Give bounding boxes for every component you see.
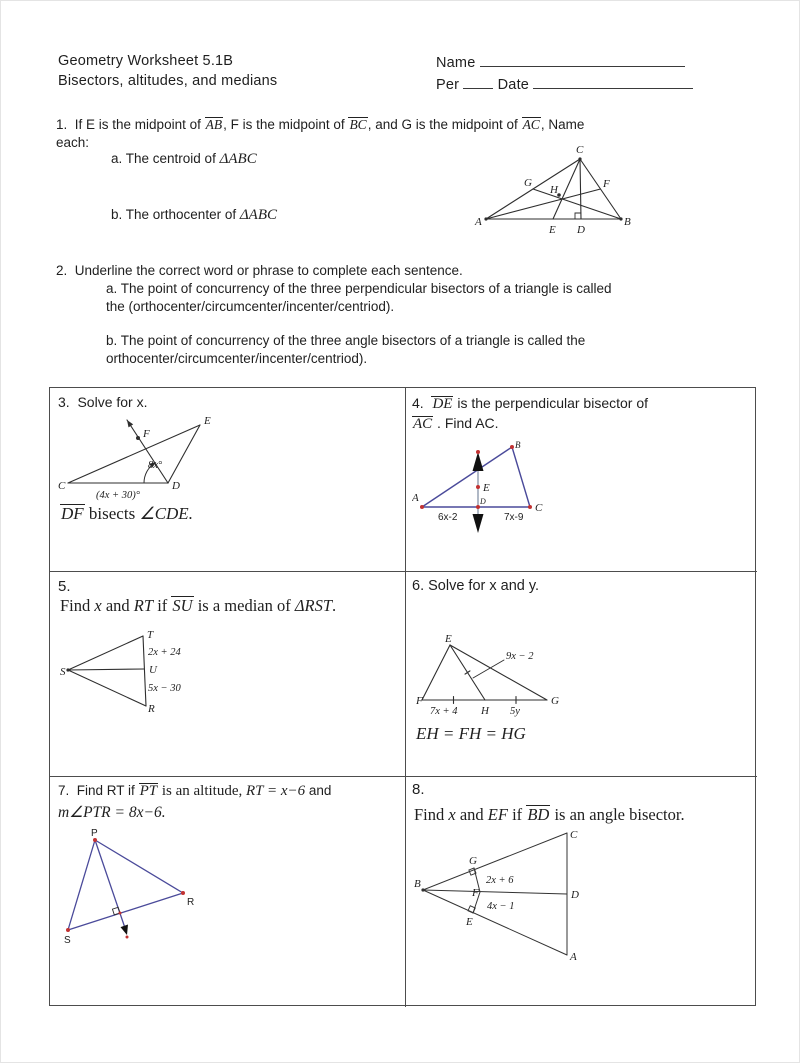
q3-ray-DF: DF <box>61 504 84 523</box>
q8-point-B <box>421 888 424 891</box>
q4-down-arrowhead <box>473 514 484 533</box>
q2b-line2: orthocenter/circumcenter/incenter/centriod). <box>106 351 368 366</box>
q3-caption <box>60 504 193 524</box>
q3-label-D: D <box>172 480 180 492</box>
q7-text-3: , <box>238 783 246 799</box>
q8-sentence <box>414 805 685 825</box>
q8-label-A: A <box>570 951 577 963</box>
q4-text-1: is the perpendicular bisector of <box>453 395 649 411</box>
q6-triangle-diagram <box>416 632 576 724</box>
q8-label-C: C <box>570 829 578 841</box>
q7-label-P: P <box>91 828 98 839</box>
cell-problem-3 <box>50 388 406 572</box>
q7-number: 7. <box>58 783 70 798</box>
q3-caption-angle: ∠CDE. <box>139 504 193 523</box>
q5-expr-5x30: 5x − 30 <box>148 683 181 694</box>
q6-heading <box>412 578 539 594</box>
q1-text-3: , and G is the midpoint of <box>367 117 518 132</box>
q5-sentence <box>60 596 336 616</box>
problem-grid <box>49 387 756 1006</box>
q8-var-x: x <box>448 805 456 824</box>
q1b-triangle: ΔABC <box>239 207 277 223</box>
q5-label-T: T <box>147 629 154 641</box>
q5-text-3: if <box>153 596 172 615</box>
q8-diagram-lines <box>423 833 567 955</box>
q1-label-A: A <box>475 216 482 228</box>
q8-label-E: E <box>466 916 473 928</box>
q1-label-G: G <box>524 177 532 189</box>
name-blank-line <box>480 53 685 67</box>
q3-title: Solve for x. <box>77 394 148 410</box>
date-label: Date <box>497 77 530 93</box>
q1-part-b <box>111 206 277 224</box>
q7-segment-PT: PT <box>139 783 158 799</box>
q1-label-B: B <box>624 216 631 228</box>
q4-segment-AC: AC <box>413 416 433 432</box>
name-row <box>436 53 685 71</box>
q3-label-F: F <box>143 428 150 440</box>
q4-segment-DE: DE <box>432 396 453 412</box>
q5-text-5: . <box>332 596 337 615</box>
q7-label-S: S <box>64 935 71 946</box>
q8-angle-bisector-diagram <box>414 829 589 971</box>
q7-heading-line2: m∠PTR = 8x−6. <box>58 804 166 821</box>
q8-segment-BD: BD <box>527 805 550 824</box>
q5-text-1: Find <box>60 596 95 615</box>
q5-triangle-RST: ΔRST <box>294 596 333 615</box>
q3-angle-4x30: (4x + 30)° <box>96 490 140 501</box>
q6-expr-7x4: 7x + 4 <box>430 706 458 717</box>
q3-point-F <box>136 436 140 440</box>
worksheet-subtitle: Bisectors, altitudes, and medians <box>58 73 278 89</box>
q3-ray-arrowhead <box>127 420 133 427</box>
segment-BC: BC <box>349 117 367 132</box>
q4-expr-7x9: 7x-9 <box>504 512 524 523</box>
per-blank-line <box>463 75 493 89</box>
q4-up-arrowhead <box>473 452 484 471</box>
q6-expr-9x2: 9x − 2 <box>506 651 534 662</box>
q6-number: 6. <box>412 578 425 594</box>
q1-label-H: H <box>550 184 558 196</box>
q1a-text: a. The centroid of <box>111 151 216 166</box>
q7-text-2: is an altitude <box>158 783 239 799</box>
cell-problem-7 <box>50 777 406 1007</box>
q3-caption-mid: bisects <box>84 504 140 523</box>
q2b-line1: b. The point of concurrency of the three angle bisectors of a triangle is called the <box>106 333 586 348</box>
q6-label-G: G <box>551 695 559 707</box>
q2a-line1: a. The point of concurrency of the three perpendicular bisectors of a triangle is called <box>106 281 612 296</box>
q4-heading <box>412 393 742 433</box>
q5-label-R: R <box>148 703 155 715</box>
q5-median-diagram <box>60 628 195 720</box>
q4-label-E: E <box>483 482 490 494</box>
q8-label-B: B <box>414 878 421 890</box>
q1-number: 1. <box>56 117 68 132</box>
q8-text-3: if <box>507 805 527 824</box>
q5-var-x: x <box>94 596 102 615</box>
q8-text-2: and <box>455 805 488 824</box>
q1a-triangle: ΔABC <box>219 151 257 167</box>
q1-label-D: D <box>577 224 585 236</box>
q5-number: 5. <box>58 578 71 595</box>
q6-label-E: E <box>445 633 452 645</box>
worksheet-title: Geometry Worksheet 5.1B <box>58 53 234 69</box>
q3-label-C: C <box>58 480 66 492</box>
cell-problem-6 <box>406 572 757 777</box>
q7-points <box>66 838 185 939</box>
q8-text-4: is an angle bisector. <box>550 805 685 824</box>
name-label: Name <box>436 55 476 71</box>
q4-perpendicular-bisector-diagram <box>412 440 547 540</box>
q1-label-F: F <box>603 178 610 190</box>
q7-text-1: Find RT if <box>76 783 139 798</box>
q8-right-angle-E <box>468 906 475 913</box>
q5-diagram-lines <box>68 636 146 706</box>
q1-triangle-diagram <box>469 139 639 239</box>
q3-number: 3. <box>58 394 70 410</box>
q8-label-G: G <box>469 855 477 867</box>
q3-angle-diagram <box>58 413 258 501</box>
segment-AB: AB <box>205 117 223 132</box>
q8-label-D: D <box>571 889 579 901</box>
cell-problem-5 <box>50 572 406 777</box>
q4-text-2: . Find AC. <box>433 415 499 431</box>
q3-diagram-lines <box>68 420 200 483</box>
q3-angle-8x: 8x° <box>148 460 163 471</box>
per-date-row <box>436 75 693 93</box>
q1-text-1: If E is the midpoint of <box>74 117 201 132</box>
q8-text-1: Find <box>414 805 449 824</box>
q6-expr-5y: 5y <box>510 706 520 717</box>
q4-label-A: A <box>412 492 419 504</box>
q4-triangle-lines <box>422 447 530 507</box>
q1-part-a <box>111 150 257 168</box>
q7-text-4: and <box>305 783 332 798</box>
q1b-text: b. The orthocenter of <box>111 207 237 222</box>
q4-number: 4. <box>412 395 424 411</box>
q2a-line2: the (orthocenter/circumcenter/incenter/centriod). <box>106 299 395 314</box>
q4-expr-6x2: 6x-2 <box>438 512 458 523</box>
q4-points <box>420 445 532 509</box>
per-label: Per <box>436 77 460 93</box>
q2-number: 2. <box>56 263 68 278</box>
question-2 <box>56 262 463 280</box>
question-1 <box>56 116 756 134</box>
q5-point-S <box>66 668 69 671</box>
q8-expr-4x1: 4x − 1 <box>487 901 515 912</box>
q3-heading <box>58 394 148 410</box>
q7-triangle-lines <box>68 840 183 930</box>
q1-text-5: each: <box>56 135 90 150</box>
cell-problem-8 <box>406 777 757 1007</box>
q4-label-B: B <box>515 440 521 450</box>
q3-label-E: E <box>204 415 211 427</box>
q5-expr-2x24: 2x + 24 <box>148 647 181 658</box>
q6-equation: EH = FH = HG <box>416 724 526 743</box>
q4-label-D: D <box>480 497 486 506</box>
cell-problem-4 <box>406 388 757 572</box>
q5-text-4: is a median of <box>193 596 295 615</box>
q1-text-2: , F is the midpoint of <box>223 117 345 132</box>
q6-label-F: F <box>416 695 423 707</box>
q8-label-F: F <box>472 887 479 899</box>
q5-text-2: and <box>101 596 134 615</box>
q8-number: 8. <box>412 781 425 798</box>
q1-label-C: C <box>576 144 584 156</box>
q4-label-C: C <box>535 502 543 514</box>
date-blank-line <box>533 75 693 89</box>
q7-label-R: R <box>187 897 195 908</box>
q5-label-S: S <box>60 666 66 678</box>
q7-expr-RT: RT = x−6 <box>245 783 306 799</box>
q8-expr-2x6: 2x + 6 <box>486 875 514 886</box>
q6-label-H: H <box>481 705 489 717</box>
q7-altitude-diagram <box>62 827 202 952</box>
q6-title: Solve for x and y. <box>428 578 540 594</box>
q7-heading-line1 <box>58 783 398 800</box>
segment-AC: AC <box>522 117 540 132</box>
q5-var-RT: RT <box>133 596 154 615</box>
q5-segment-SU: SU <box>172 596 193 615</box>
q1-label-E: E <box>549 224 556 236</box>
q8-var-EF: EF <box>487 805 508 824</box>
q1-text-4: , Name <box>540 117 585 132</box>
q5-label-U: U <box>149 664 157 676</box>
q7-arrowhead <box>121 925 129 936</box>
q2-text: Underline the correct word or phrase to complete each sentence. <box>74 263 463 278</box>
